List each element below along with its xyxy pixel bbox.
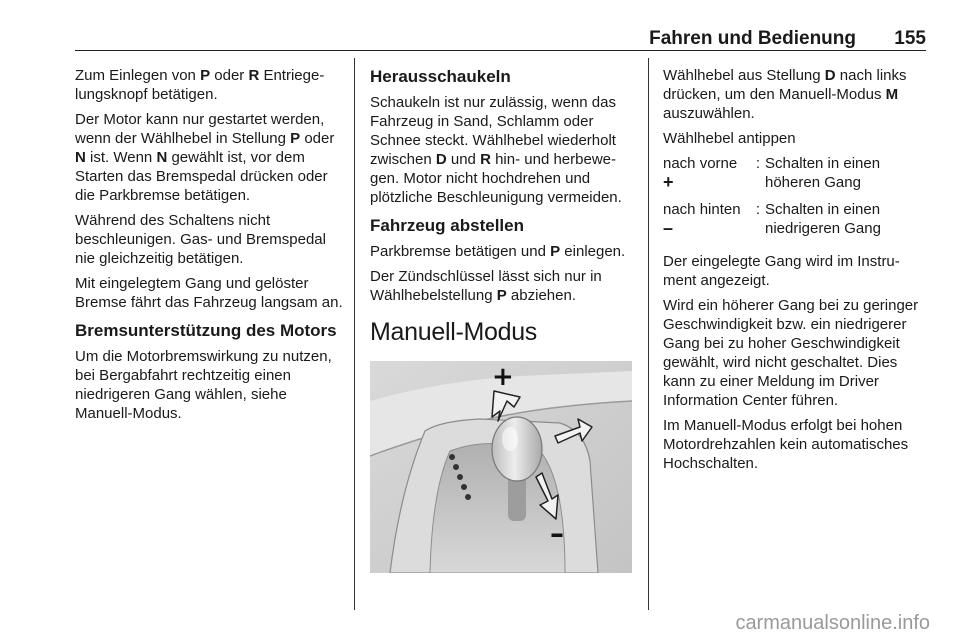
gear-lever-illustration <box>370 361 632 573</box>
row-description: Schalten in einen niedrigeren Gang <box>765 201 881 237</box>
table-row <box>663 200 928 246</box>
table-row <box>663 154 928 200</box>
plus-icon: + <box>663 172 674 192</box>
column-divider-1 <box>354 58 355 610</box>
section-title-manual-mode: Manuell-Modus <box>370 318 538 346</box>
paragraph-gear-display: Der eingelegte Gang wird im Instrument angezeigt. <box>663 253 900 289</box>
column-1 <box>75 66 347 429</box>
paragraph-key-removal: Der Zündschlüssel lässt sich nur in Wählhebelstellung P abziehen. <box>370 268 602 304</box>
watermark: carmanualsonline.info <box>735 612 930 634</box>
page-number: 155 <box>894 28 926 49</box>
paragraph-gear-select: Zum Einlegen von P oder R Entriegelungsknopf betätigen. <box>75 67 325 103</box>
paragraph-select-manual: Wählhebel aus Stellung D nach links drücken, um den Manuell-Modus M auszuwählen. <box>663 67 907 122</box>
paragraph-engine-start: Der Motor kann nur gestartet werden, wenn der Wählhebel in Stellung P oder N ist. Wenn N gewählt ist, vor dem Starten das Bremspedal drücken oder die Parkbremse betätigen. <box>75 111 335 204</box>
paragraph-parking-brake: Parkbremse betätigen und P einlegen. <box>370 243 626 260</box>
lever-knob <box>492 417 542 481</box>
paragraph-no-acceleration: Während des Schaltens nicht beschleunigen. Gas- und Bremspedal nie gleichzeitig betätigen. <box>75 212 326 267</box>
column-divider-2 <box>648 58 649 610</box>
paragraph-no-upshift: Im Manuell-Modus erfolgt bei hohen Motordrehzahlen kein automatisches Hochschalten. <box>663 417 909 472</box>
header-divider <box>75 50 926 51</box>
page-header <box>75 26 926 50</box>
heading-engine-braking: Bremsunterstützung des Motors <box>75 321 337 340</box>
row-colon: : <box>755 201 761 218</box>
row-colon: : <box>755 155 761 172</box>
row-description: Schalten in einen höheren Gang <box>765 155 881 191</box>
figure-plus-symbol: + <box>492 362 514 392</box>
column-2 <box>370 66 632 573</box>
row-label: nach hinten <box>663 201 741 218</box>
chapter-title: Fahren und Bedienung <box>649 28 856 49</box>
row-label: nach vorne <box>663 155 738 172</box>
shift-direction-table <box>663 154 928 246</box>
paragraph-engine-braking: Um die Motorbremswirkung zu nutzen, bei Bergabfahrt rechtzeitig einen niedrigeren Gang wählen, siehe Manuell-Modus. <box>75 348 332 422</box>
heading-rocking: Herausschaukeln <box>370 67 511 86</box>
minus-icon: – <box>663 218 674 238</box>
column-3 <box>663 66 928 479</box>
figure-minus-symbol: – <box>550 517 564 550</box>
paragraph-creep: Mit eingelegtem Gang und gelöster Bremse fährt das Fahrzeug langsam an. <box>75 275 343 311</box>
heading-parking: Fahrzeug abstellen <box>370 216 524 235</box>
knob-highlight <box>502 427 518 451</box>
paragraph-tap-lever: Wählhebel antippen <box>663 130 796 147</box>
paragraph-rocking: Schaukeln ist nur zulässig, wenn das Fahrzeug in Sand, Schlamm oder Schnee steckt. Wählhebel wiederholt zwischen D und R hin- und herbewegen. Motor nicht hochdrehen und plötzliche Beschleunigung vermeiden. <box>370 94 622 206</box>
paragraph-shift-refused: Wird ein höherer Gang bei zu geringer Geschwindigkeit bzw. ein niedrigerer Gang bei zu hoher Geschwindigkeit gewählt, wird nicht geschaltet. Dies kann zu einer Meldung im Driver Information Center führen. <box>663 297 919 409</box>
